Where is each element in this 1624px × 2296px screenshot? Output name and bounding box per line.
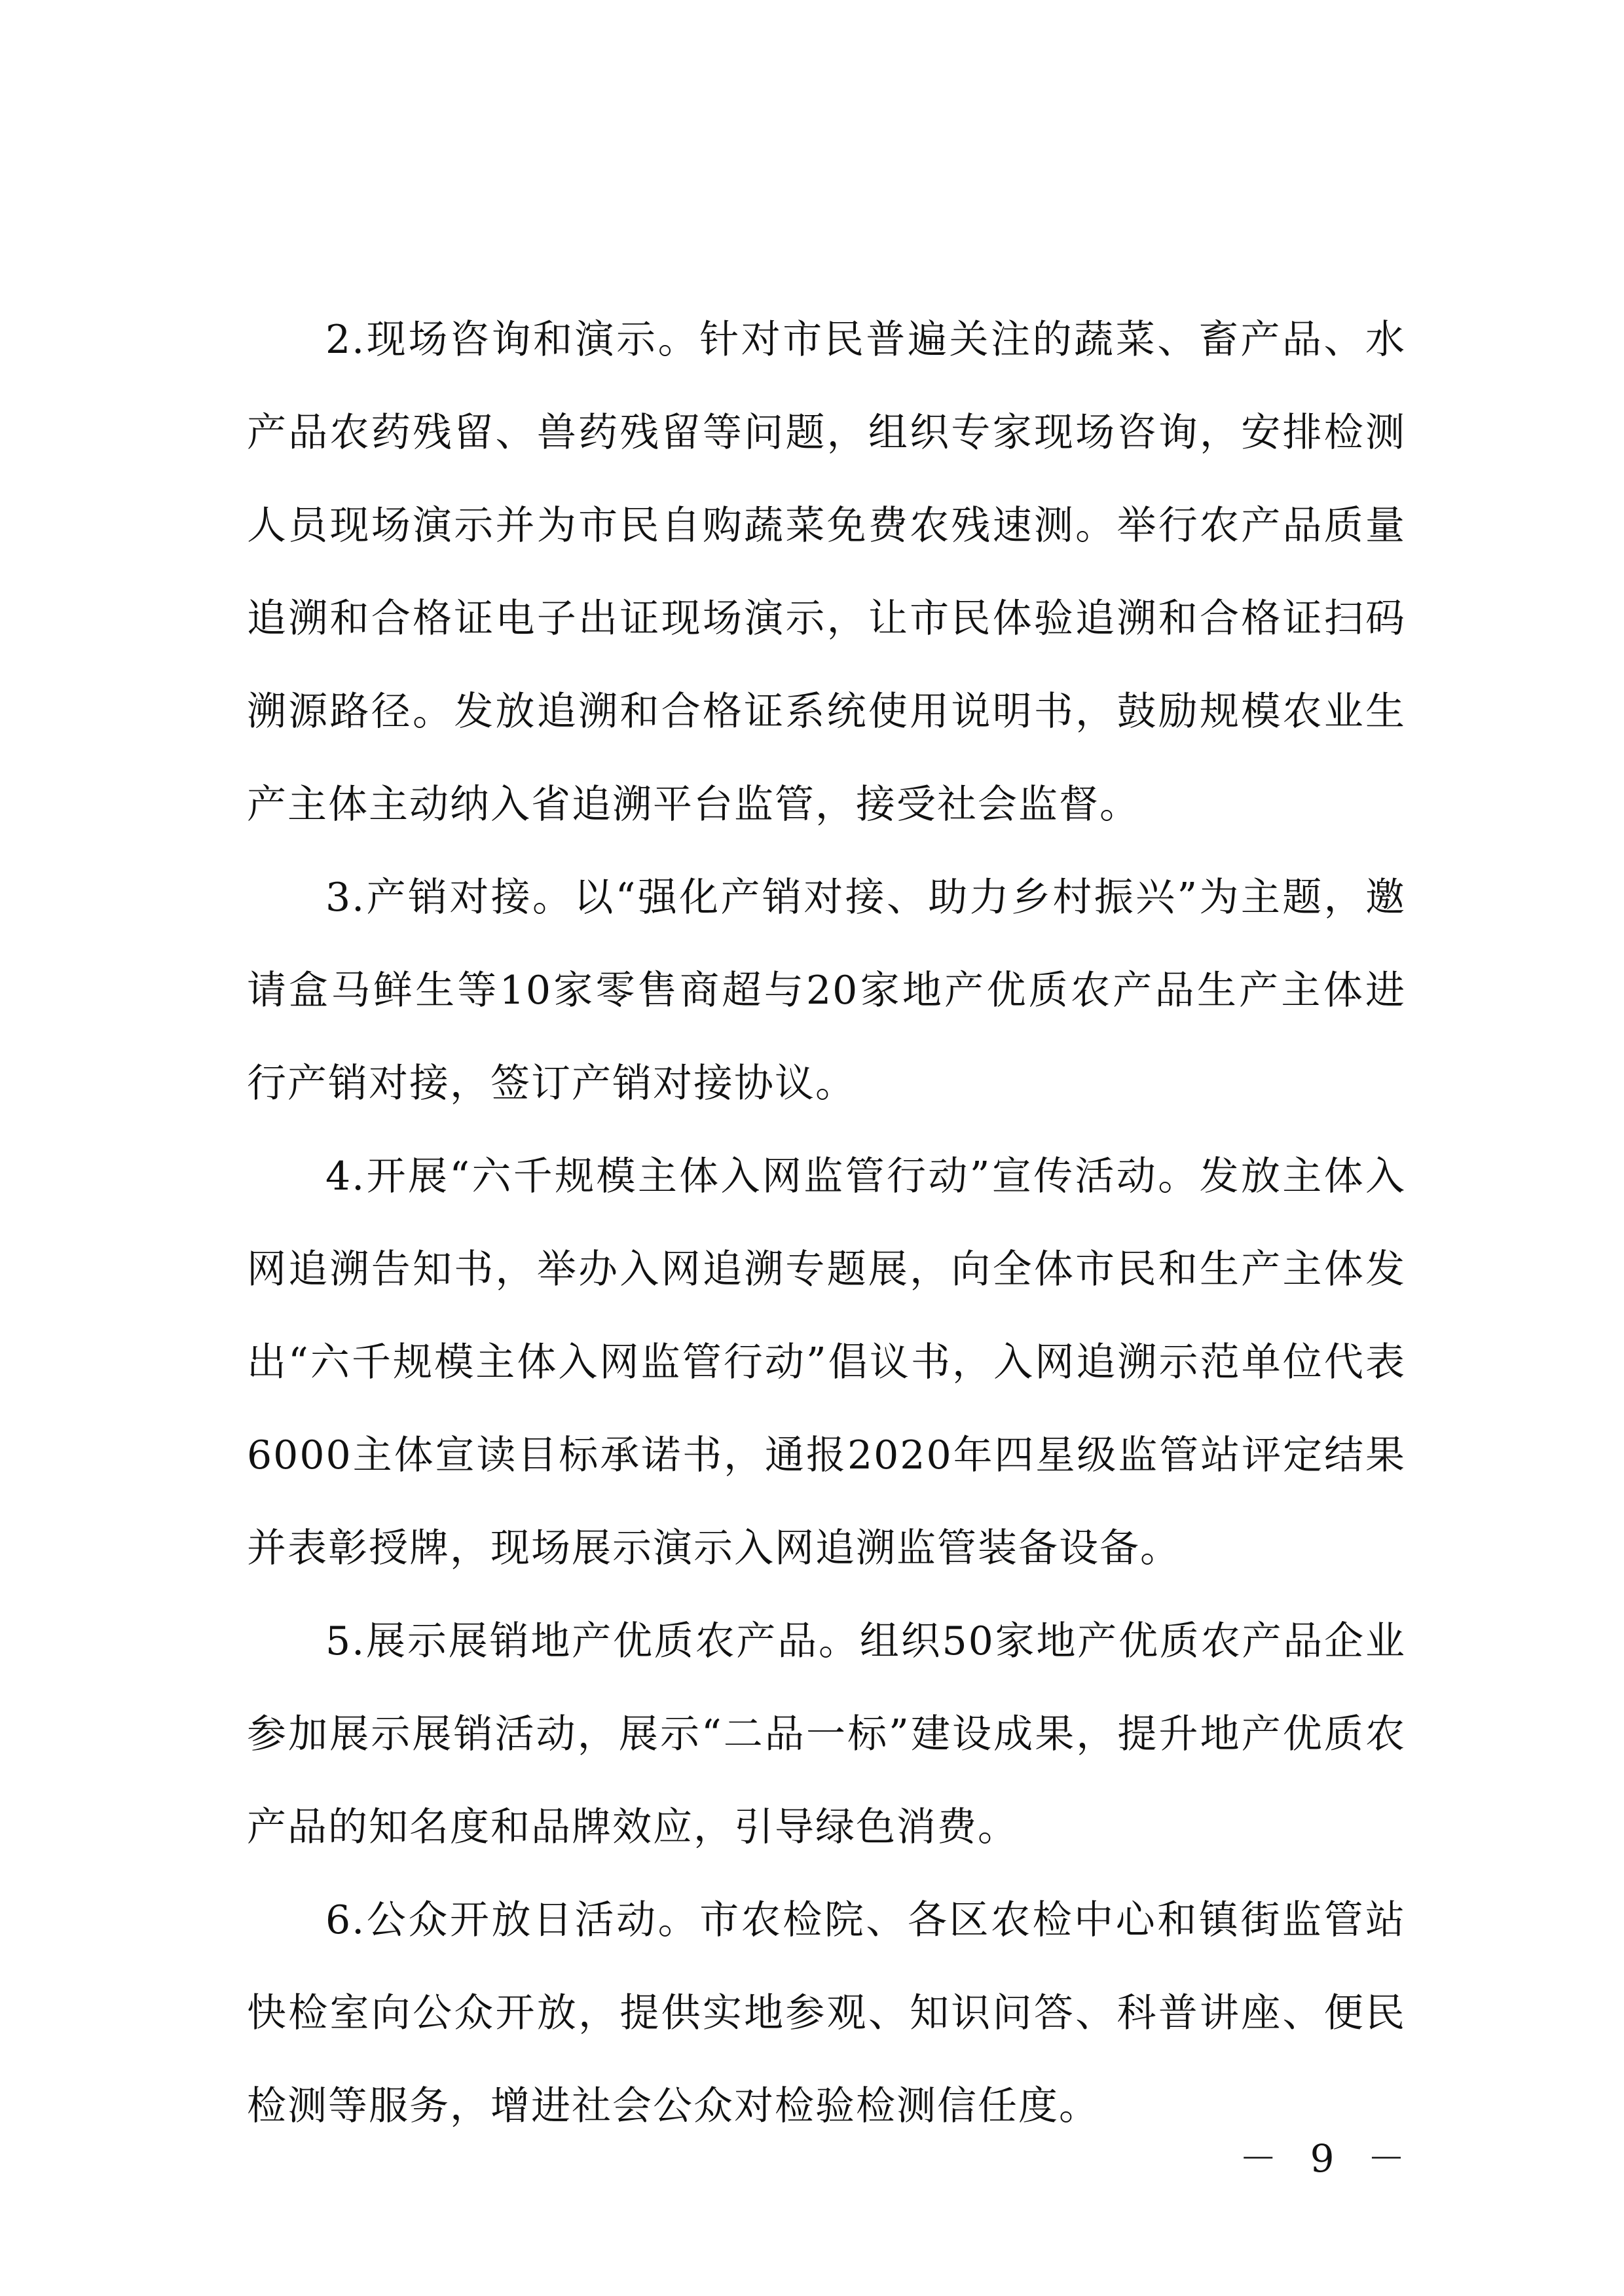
page-number: － 9 － [1239, 2136, 1416, 2181]
paragraph-open-day: 6.公众开放日活动。市农检院、各区农检中心和镇街监管站快检室向公众开放，提供实地参观、知识问答、科普讲座、便民检测等服务，增进社会公众对检验检测信任度。 [247, 1897, 1406, 2129]
paragraph-network-supervision: 4.开展“六千规模主体入网监管行动”宣传活动。发放主体入网追溯告知书，举办入网追溯专题展，向全体市民和生产主体发出“六千规模主体入网监管行动”倡议书，入网追溯示范单位代表6000主体宣读目标承诺书，通报2020年四星级监管站评定结果并表彰授牌，现场展示演示入网追溯监管装备设备。 [247, 1154, 1406, 1571]
body-text [247, 293, 1406, 2153]
paragraph-on-site-consultation: 2.现场咨询和演示。针对市民普遍关注的蔬菜、畜产品、水产品农药残留、兽药残留等问题，组织专家现场咨询，安排检测人员现场演示并为市民自购蔬菜免费农残速测。举行农产品质量追溯和合格证电子出证现场演示，让市民体验追溯和合格证扫码溯源路径。发放追溯和合格证系统使用说明书，鼓励规模农业生产主体主动纳入省追溯平台监管，接受社会监督。 [247, 317, 1406, 828]
paragraph-product-exhibition: 5.展示展销地产优质农产品。组织50家地产优质农产品企业参加展示展销活动，展示“二品一标”建设成果，提升地产优质农产品的知名度和品牌效应，引导绿色消费。 [247, 1618, 1406, 1850]
paragraph-production-marketing: 3.产销对接。以“强化产销对接、助力乡村振兴”为主题，邀请盒马鲜生等10家零售商超与20家地产优质农产品生产主体进行产销对接，签订产销对接协议。 [247, 875, 1406, 1106]
